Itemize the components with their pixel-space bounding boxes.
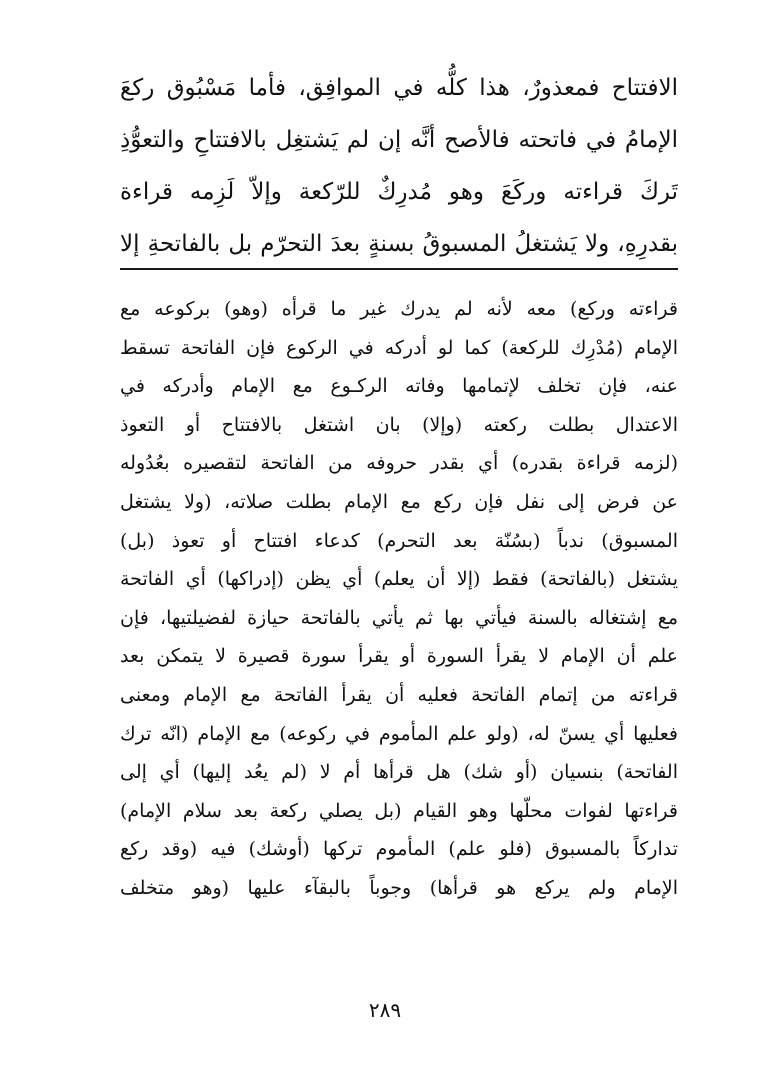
footnote-line: علم أن الإمام لا يقرأ السورة أو يقرأ سورة قصيرة لا يتمكن بعد: [120, 645, 678, 668]
main-text-line: الإمامُ في فاتحته فالأصح أنَّه إن لم يَشتغِل بالافتتاحِ والتعوُّذِ: [120, 127, 678, 153]
footnote-line: عنه، فإن تخلف لإتمامها وفاته الركـوع مع الإمام وأدركه في: [120, 375, 678, 398]
main-text-line: تَركَ قراءته وركَعَ وهو مُدرِكٌ للرّكعة وإلاّ لَزِمه قراءة: [120, 179, 678, 205]
footnote-line: الإمام (مُدْرِك للركعة) كما لو أدركه في الركوع فإن الفاتحة تسقط: [120, 336, 678, 359]
page-number: ٢٨٩: [368, 998, 402, 1022]
footnote-line: فعليها أي يسنّ له، (ولو علم المأموم في ركوعه) مع الإمام (انّه ترك: [120, 722, 678, 745]
footnote-line: يشتغل (بالفاتحة) فقط (إلا أن يعلم) أي يظن (إدراكها) أي الفاتحة: [120, 568, 678, 591]
footnote-line: الاعتدال بطلت ركعته (وإلا) بان اشتغل بالافتتاح أو التعوذ: [120, 413, 678, 436]
footnote-line: قراءته وركع) معه لأنه لم يدرك غير ما قرأه (وهو) بركوعه مع: [120, 298, 678, 320]
footnote-block: [120, 290, 678, 908]
main-text-block: [120, 62, 678, 270]
main-text-line: الافتتاح فمعذورٌ، هذا كلُّه في الموافِق، فأما مَسْبُوق ركعَ: [120, 75, 678, 101]
footnote-line: (لزمه قراءة بقدره) أي بقدر حروفه من الفاتحة لتقصيره بعُدُوله: [120, 452, 678, 475]
footnote-line: تداركاً بالمسبوق (فلو علم) المأموم تركها (أوشك) فيه (وقد ركع: [120, 838, 678, 861]
footnote-line: قراءته من إتمام الفاتحة فعليه أن يقرأ الفاتحة مع الإمام ومعنى: [120, 683, 678, 706]
footnote-line: قراءتها لفوات محلّها وهو القيام (بل يصلي ركعة بعد سلام الإمام): [120, 799, 678, 822]
footnote-line: عن فرض إلى نفل فإن ركع مع الإمام بطلت صلاته، (ولا يشتغل: [120, 490, 678, 513]
footnote-line: الفاتحة) بنسيان (أو شك) هل قرأها أم لا (لم يعُد إليها) أي إلى: [120, 761, 678, 784]
main-text-line: بقدرِهِ، ولا يَشتغلُ المسبوقُ بسنةٍ بعدَ التحرّم بل بالفاتحةِ إلا: [120, 231, 678, 257]
footnote-line: المسبوق) ندباً (بسُنّة بعد التحرم) كدعاء افتتاح أو تعوذ (بل): [120, 529, 678, 552]
footnote-line: الإمام ولم يركع هو قرأها) وجوباً بالبقآء عليها (وهو متخلف: [120, 876, 678, 899]
footnote-line: مع إشتغاله بالسنة فيأتي بها ثم يأتي بالفاتحة حيازة لفضيلتيها، فإن: [120, 606, 678, 629]
footnote-divider: [120, 268, 678, 270]
